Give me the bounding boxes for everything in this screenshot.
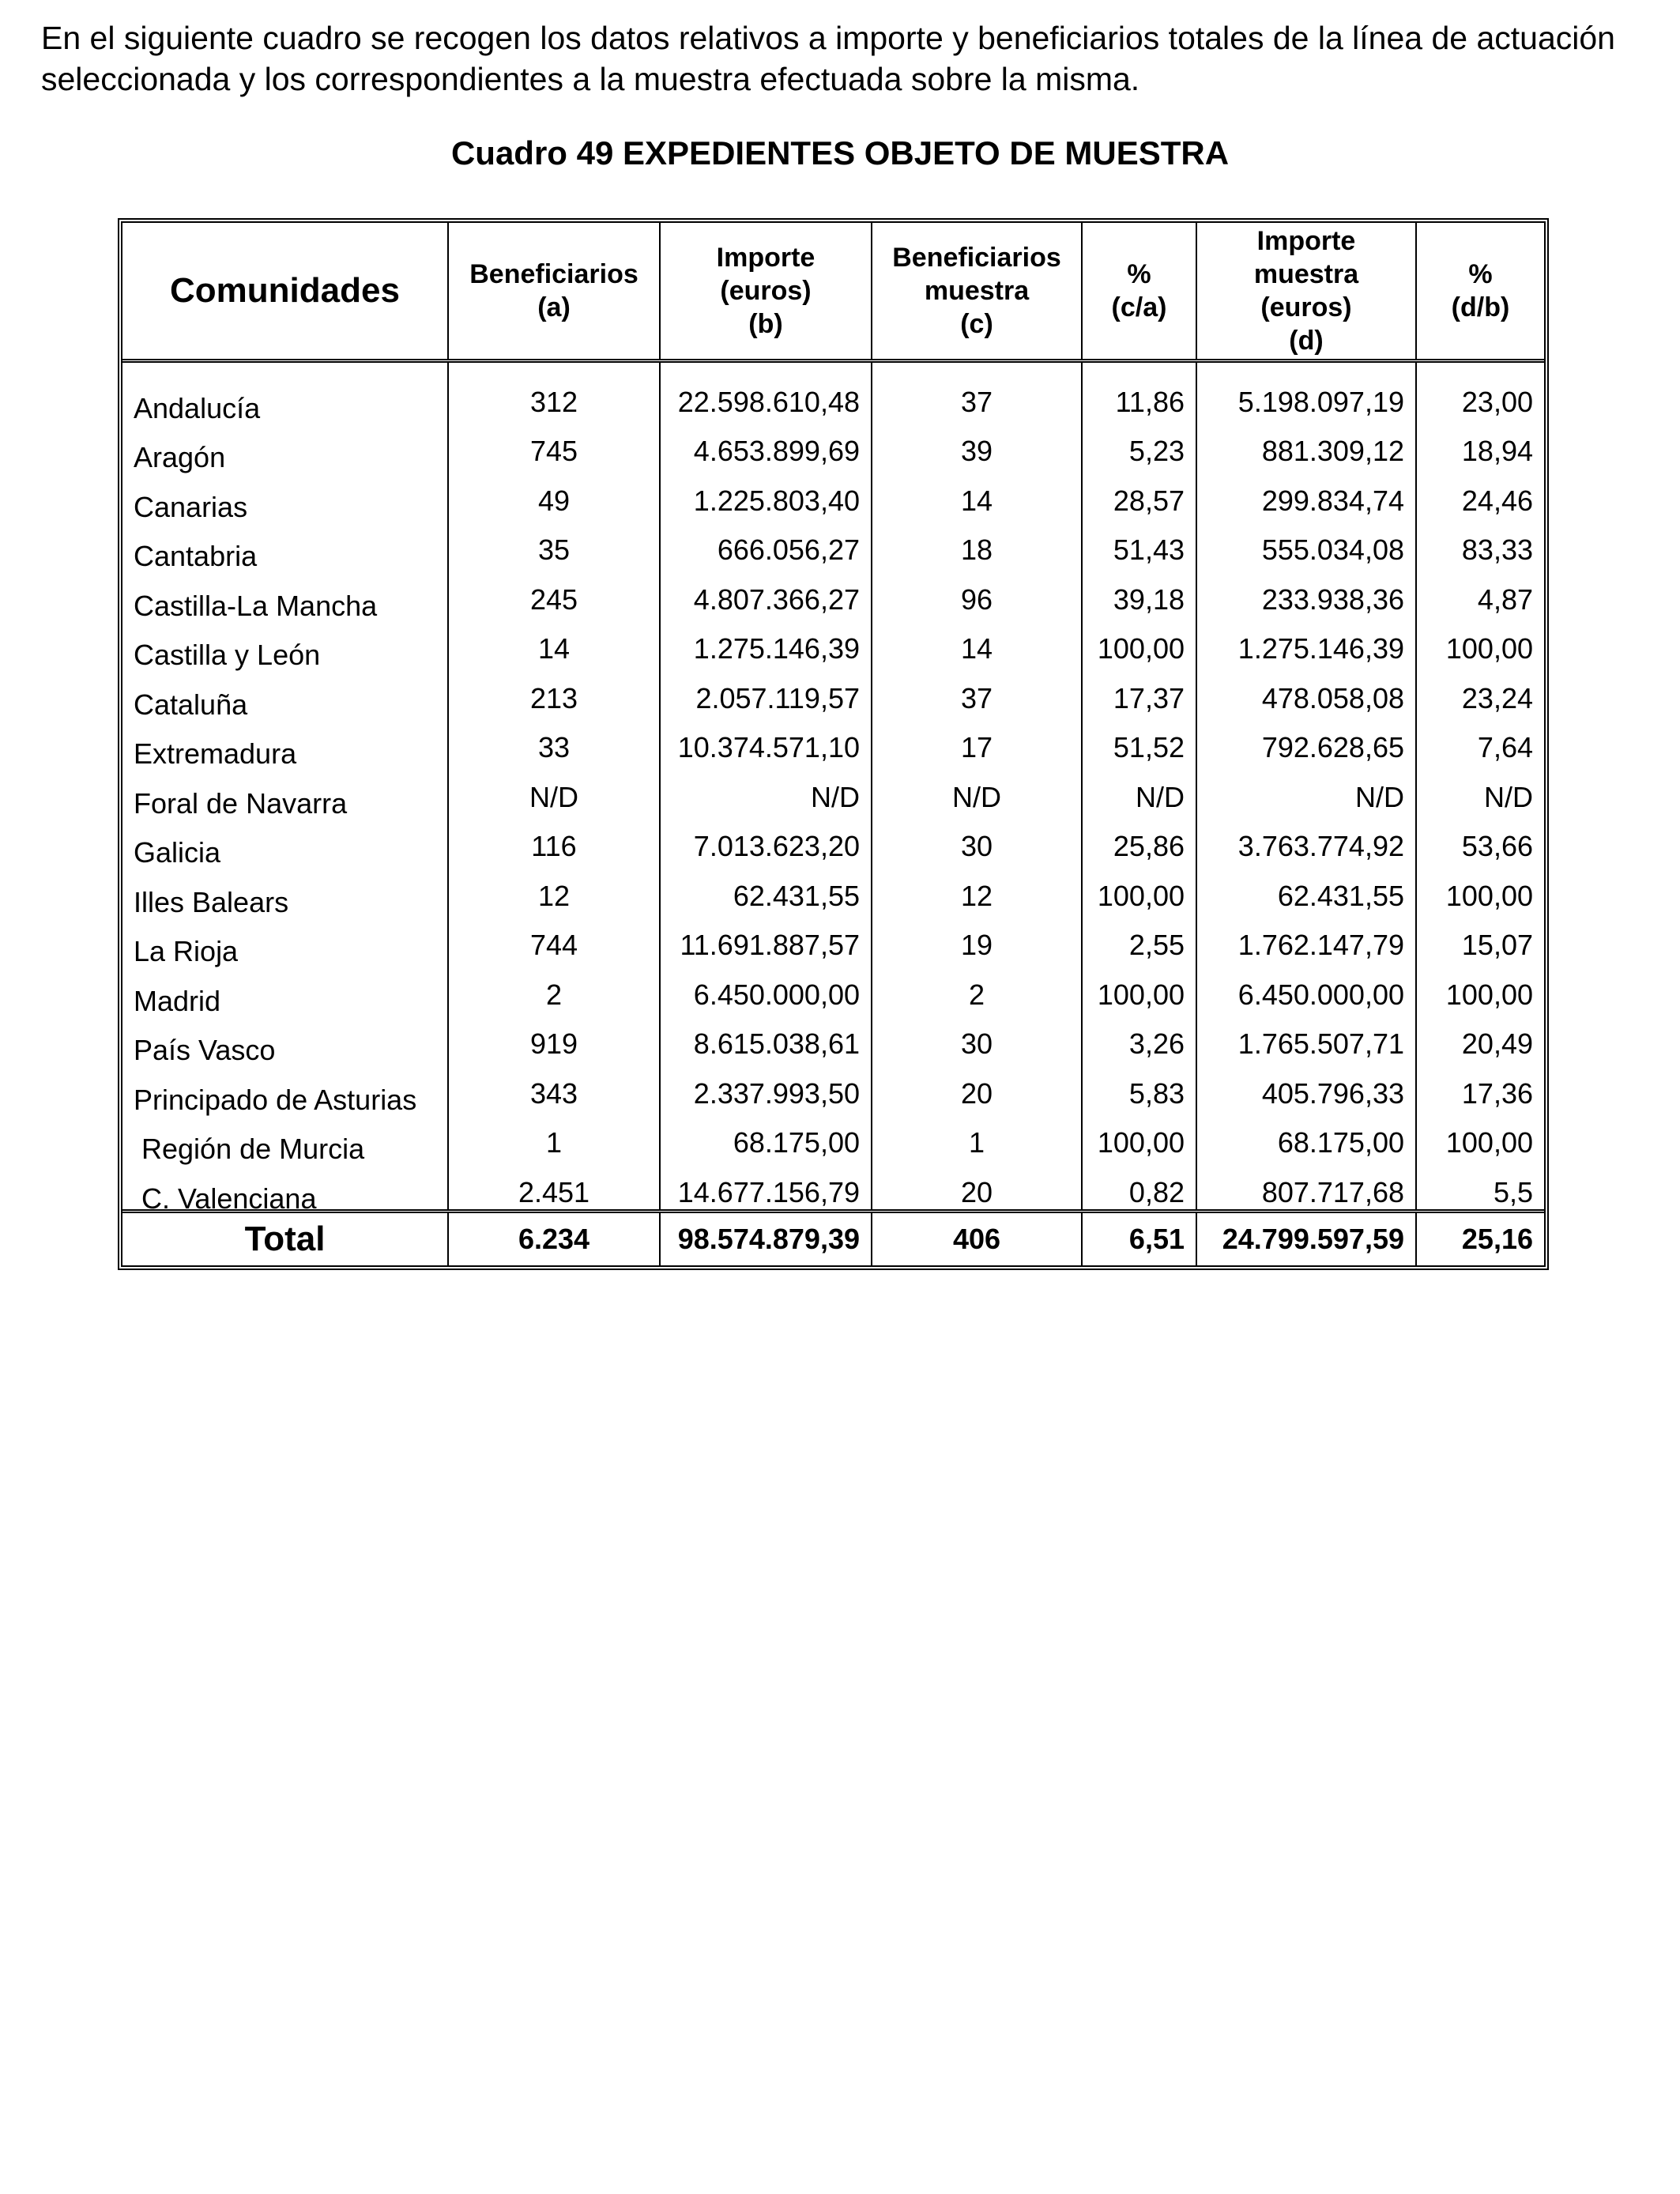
cell-pct-c-a: 25,86 (1082, 814, 1196, 864)
cell-pct-c-a: 100,00 (1082, 962, 1196, 1012)
cell-beneficiarios-muestra: 17 (872, 715, 1082, 765)
cell-comunidad (122, 962, 448, 1017)
cell-importe-muestra: 405.796,33 (1196, 1061, 1416, 1110)
comunidad-label: La Rioja (134, 935, 239, 967)
table-caption: Cuadro 49 EXPEDIENTES OBJETO DE MUESTRA (450, 134, 1230, 172)
table-row (122, 361, 1544, 419)
table-row (122, 468, 1544, 518)
cell-importe: 68.175,00 (660, 1110, 872, 1160)
cell-pct-d-b: 100,00 (1445, 978, 1533, 1011)
cell-beneficiarios: N/D (448, 764, 660, 814)
table-row (122, 863, 1544, 913)
cell-importe: 4.807.366,27 (660, 567, 872, 616)
table-row (122, 665, 1544, 715)
header-comunidades: Comunidades (122, 223, 448, 361)
total-importe: 98.574.879,39 (660, 1211, 872, 1265)
cell-pct-d-b: 23,24 (1461, 681, 1533, 714)
cell-importe: 14.677.156,79 (660, 1159, 872, 1211)
total-beneficiarios: 6.234 (448, 1211, 660, 1265)
cell-beneficiarios-muestra: 19 (872, 913, 1082, 963)
cell-comunidad (122, 361, 448, 424)
table-row (122, 1061, 1544, 1110)
total-pct-c-a: 6,51 (1082, 1211, 1196, 1265)
cell-pct-d-b: 100,00 (1445, 632, 1533, 665)
comunidad-label: Castilla-La Mancha (134, 589, 378, 622)
cell-pct-c-a: 100,00 (1082, 863, 1196, 913)
comunidad-label: Región de Murcia (134, 1133, 365, 1165)
cell-beneficiarios: 33 (448, 715, 660, 765)
cell-importe-muestra: 233.938,36 (1196, 567, 1416, 616)
cell-pct-c-a: 5,83 (1082, 1061, 1196, 1110)
cell-beneficiarios: 14 (448, 616, 660, 666)
table-body (122, 361, 1544, 1215)
header-pct-c-a: % (c/a) (1082, 223, 1196, 361)
cell-importe-muestra: 299.834,74 (1196, 468, 1416, 518)
cell-importe-muestra: 1.765.507,71 (1196, 1012, 1416, 1061)
cell-pct-d-b: 83,33 (1461, 533, 1533, 566)
cell-beneficiarios: 213 (448, 665, 660, 715)
cell-comunidad (122, 814, 448, 869)
cell-importe-muestra: 62.431,55 (1196, 863, 1416, 913)
table-row (122, 913, 1544, 963)
cell-pct-d-b: 5,5 (1493, 1175, 1533, 1208)
cell-comunidad (122, 1159, 448, 1215)
cell-beneficiarios: 116 (448, 814, 660, 864)
cell-pct-c-a: 100,00 (1082, 616, 1196, 666)
cell-beneficiarios-muestra: 12 (872, 863, 1082, 913)
sample-table-frame (118, 218, 1549, 1270)
cell-importe: 2.337.993,50 (660, 1061, 872, 1110)
cell-beneficiarios: 745 (448, 419, 660, 469)
cell-pct-c-a: 3,26 (1082, 1012, 1196, 1061)
cell-beneficiarios: 312 (448, 361, 660, 419)
comunidad-label: Madrid (134, 984, 221, 1017)
cell-beneficiarios: 35 (448, 518, 660, 567)
cell-pct-c-a: 2,55 (1082, 913, 1196, 963)
table-row (122, 814, 1544, 864)
cell-pct-c-a: N/D (1082, 764, 1196, 814)
cell-pct-d-b: 100,00 (1445, 1126, 1533, 1159)
cell-importe-muestra: 6.450.000,00 (1196, 962, 1416, 1012)
cell-importe-muestra: 792.628,65 (1196, 715, 1416, 765)
cell-comunidad (122, 1061, 448, 1116)
cell-comunidad (122, 616, 448, 671)
cell-comunidad (122, 419, 448, 473)
cell-importe: 7.013.623,20 (660, 814, 872, 864)
header-importe: Importe (euros) (b) (660, 223, 872, 361)
cell-beneficiarios-muestra: 18 (872, 518, 1082, 567)
cell-importe: 8.615.038,61 (660, 1012, 872, 1061)
cell-comunidad (122, 913, 448, 967)
table-row (122, 1159, 1544, 1211)
cell-beneficiarios: 919 (448, 1012, 660, 1061)
cell-importe-muestra: 478.058,08 (1196, 665, 1416, 715)
cell-beneficiarios: 2 (448, 962, 660, 1012)
cell-beneficiarios-muestra: 1 (872, 1110, 1082, 1160)
cell-comunidad (122, 665, 448, 721)
cell-importe-muestra: 1.762.147,79 (1196, 913, 1416, 963)
cell-comunidad (122, 863, 448, 918)
cell-comunidad (122, 468, 448, 523)
comunidad-label: Principado de Asturias (134, 1083, 417, 1116)
header-importe-muestra: Importe muestra (euros) (d) (1196, 223, 1416, 361)
cell-beneficiarios: 245 (448, 567, 660, 616)
cell-importe-muestra: 68.175,00 (1196, 1110, 1416, 1160)
cell-comunidad (122, 715, 448, 770)
table-row (122, 1110, 1544, 1160)
cell-pct-d-b: 17,36 (1461, 1076, 1533, 1110)
cell-beneficiarios: 2.451 (448, 1159, 660, 1211)
table-row (122, 715, 1544, 765)
comunidad-label: Andalucía (134, 391, 261, 424)
total-pct-d-b: 25,16 (1416, 1211, 1544, 1265)
cell-pct-d-b: 18,94 (1461, 435, 1533, 467)
cell-pct-d-b: 53,66 (1461, 830, 1533, 862)
cell-beneficiarios-muestra: 2 (872, 962, 1082, 1012)
cell-importe-muestra: N/D (1196, 764, 1416, 814)
cell-importe-muestra: 1.275.146,39 (1196, 616, 1416, 666)
cell-pct-d-b: 7,64 (1477, 731, 1533, 763)
cell-pct-d-b: 20,49 (1461, 1027, 1533, 1060)
cell-comunidad (122, 1012, 448, 1066)
cell-importe: N/D (660, 764, 872, 814)
cell-importe-muestra: 5.198.097,19 (1196, 361, 1416, 419)
table-row (122, 764, 1544, 814)
intro-paragraph: En el siguiente cuadro se recogen los datos relativos a importe y beneficiarios totales de la línea de actuación seleccionada y los correspondientes a la muestra efectuada sobre la misma. (41, 20, 1615, 97)
cell-beneficiarios-muestra: 96 (872, 567, 1082, 616)
sample-table (122, 223, 1544, 1265)
cell-beneficiarios-muestra: 39 (872, 419, 1082, 469)
comunidad-label: Galicia (134, 836, 221, 869)
cell-pct-d-b: 15,07 (1461, 929, 1533, 961)
cell-beneficiarios-muestra: 37 (872, 361, 1082, 419)
cell-importe: 62.431,55 (660, 863, 872, 913)
cell-pct-c-a: 100,00 (1082, 1110, 1196, 1160)
comunidad-label: Canarias (134, 490, 248, 523)
cell-beneficiarios-muestra: 14 (872, 616, 1082, 666)
cell-beneficiarios: 12 (448, 863, 660, 913)
table-row (122, 962, 1544, 1012)
cell-pct-c-a: 0,82 (1082, 1159, 1196, 1211)
comunidad-label: Extremadura (134, 737, 297, 770)
cell-pct-c-a: 17,37 (1082, 665, 1196, 715)
table-row (122, 419, 1544, 469)
cell-pct-d-b: 4,87 (1477, 582, 1533, 616)
table-row (122, 616, 1544, 666)
cell-beneficiarios: 343 (448, 1061, 660, 1110)
cell-importe: 1.225.803,40 (660, 468, 872, 518)
cell-importe-muestra: 807.717,68 (1196, 1159, 1416, 1211)
cell-comunidad (122, 567, 448, 622)
cell-importe-muestra: 3.763.774,92 (1196, 814, 1416, 864)
comunidad-label: C. Valenciana (134, 1182, 317, 1215)
cell-comunidad (122, 1110, 448, 1165)
cell-importe-muestra: 881.309,12 (1196, 419, 1416, 469)
cell-importe: 4.653.899,69 (660, 419, 872, 469)
cell-pct-d-b: 24,46 (1461, 484, 1533, 517)
header-beneficiarios-muestra: Beneficiarios muestra (c) (872, 223, 1082, 361)
cell-importe: 22.598.610,48 (660, 361, 872, 419)
comunidad-label: País Vasco (134, 1034, 276, 1066)
cell-pct-c-a: 28,57 (1082, 468, 1196, 518)
cell-pct-c-a: 51,43 (1082, 518, 1196, 567)
table-row (122, 567, 1544, 616)
total-importe-muestra: 24.799.597,59 (1196, 1211, 1416, 1265)
header-pct-d-b: % (d/b) (1416, 223, 1544, 361)
table-row (122, 518, 1544, 567)
cell-pct-c-a: 51,52 (1082, 715, 1196, 765)
header-beneficiarios: Beneficiarios (a) (448, 223, 660, 361)
comunidad-label: Aragón (134, 441, 226, 473)
cell-importe: 10.374.571,10 (660, 715, 872, 765)
cell-beneficiarios-muestra: 37 (872, 665, 1082, 715)
cell-importe: 6.450.000,00 (660, 962, 872, 1012)
cell-beneficiarios: 1 (448, 1110, 660, 1160)
cell-importe: 11.691.887,57 (660, 913, 872, 963)
cell-beneficiarios-muestra: 14 (872, 468, 1082, 518)
cell-pct-d-b: 100,00 (1445, 879, 1533, 912)
cell-pct-c-a: 39,18 (1082, 567, 1196, 616)
cell-importe-muestra: 555.034,08 (1196, 518, 1416, 567)
cell-beneficiarios: 49 (448, 468, 660, 518)
table-row (122, 1012, 1544, 1061)
table-header-row (122, 223, 1544, 361)
cell-comunidad (122, 764, 448, 820)
cell-pct-d-b: N/D (1484, 780, 1533, 813)
cell-importe: 2.057.119,57 (660, 665, 872, 715)
cell-importe: 1.275.146,39 (660, 616, 872, 666)
total-beneficiarios-muestra: 406 (872, 1211, 1082, 1265)
total-label: Total (122, 1211, 448, 1265)
comunidad-label: Cataluña (134, 688, 248, 721)
cell-beneficiarios-muestra: N/D (872, 764, 1082, 814)
cell-importe: 666.056,27 (660, 518, 872, 567)
comunidad-label: Cantabria (134, 540, 258, 572)
cell-pct-c-a: 5,23 (1082, 419, 1196, 469)
cell-beneficiarios-muestra: 20 (872, 1159, 1082, 1211)
table-total-row (122, 1211, 1544, 1265)
cell-beneficiarios-muestra: 30 (872, 814, 1082, 864)
cell-beneficiarios: 744 (448, 913, 660, 963)
comunidad-label: Castilla y León (134, 639, 321, 671)
comunidad-label: Illes Balears (134, 885, 289, 918)
cell-pct-c-a: 11,86 (1082, 361, 1196, 419)
cell-beneficiarios-muestra: 30 (872, 1012, 1082, 1061)
cell-pct-d-b: 23,00 (1461, 385, 1533, 418)
comunidad-label: Foral de Navarra (134, 786, 348, 820)
cell-comunidad (122, 518, 448, 572)
cell-beneficiarios-muestra: 20 (872, 1061, 1082, 1110)
